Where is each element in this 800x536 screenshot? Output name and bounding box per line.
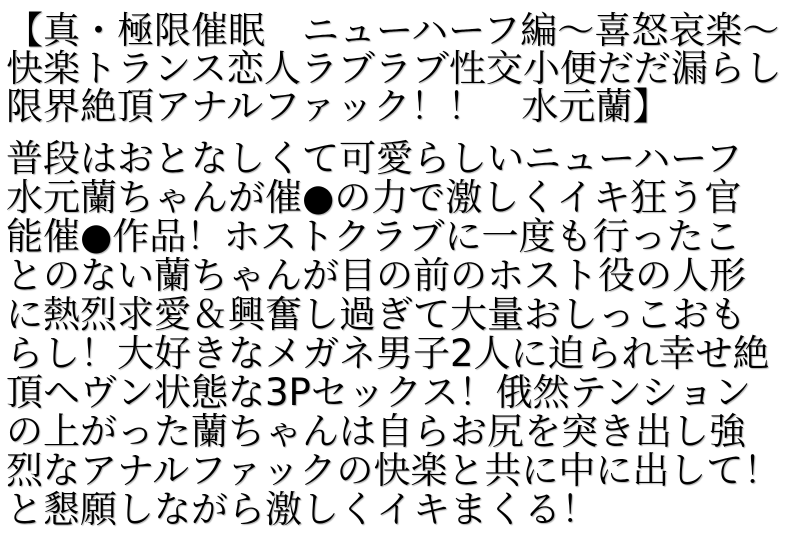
body-line: らし！大好きなメガネ男子2人に迫られ幸せ絶 (6, 332, 770, 375)
title-line: 限界絶頂アナルファック！！ 水元蘭】 (6, 85, 670, 128)
title-line: 【真・極限催眠 ニューハーフ編～喜怒哀楽～ (6, 9, 780, 52)
description-text (0, 139, 800, 529)
body-line: に熱烈求愛＆興奮し過ぎて大量おしっこおも (6, 293, 746, 336)
title-line: 快楽トランス恋人ラブラブ性交小便だだ漏らし (6, 47, 782, 90)
body-line: とのない蘭ちゃんが目の前のホスト役の人形 (6, 254, 746, 297)
body-line: の上がった蘭ちゃんは自らお尻を突き出し強 (6, 410, 746, 453)
body-line: 頂ヘヴン状態な3Pセックス！俄然テンション (6, 371, 751, 414)
body-line: と懇願しながら激しくイキまくる！ (6, 488, 598, 531)
body-line: 烈なアナルファックの快楽と共に中に出して！ (6, 449, 781, 492)
body-line: 普段はおとなしくて可愛らしいニューハーフ (6, 137, 743, 180)
body-line: 能催●作品！ホストクラブに一度も行ったこ (6, 215, 741, 258)
body-line: 水元蘭ちゃんが催●の力で激しくイキ狂う官 (6, 176, 742, 219)
page-title (0, 0, 800, 126)
